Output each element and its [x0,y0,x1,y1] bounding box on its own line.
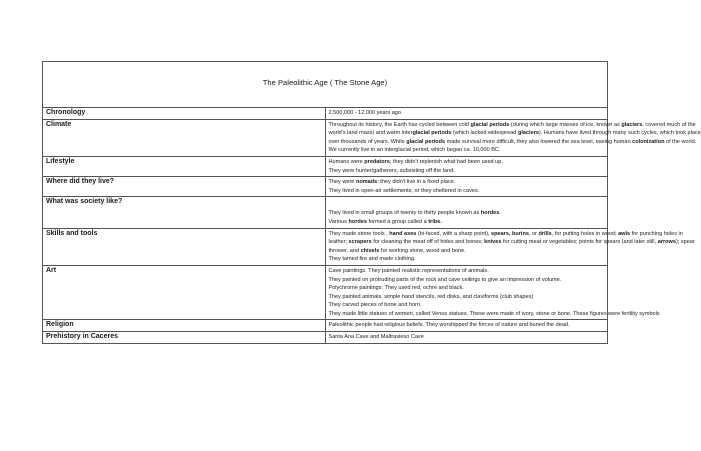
content-line: They lived in open-air settlements, or they sheltered in caves. [328,187,480,194]
row-label-religion: Religion [43,320,326,332]
table-title: The Paleolithic Age ( The Stone Age) [43,62,608,108]
table-row [43,320,608,332]
row-label-climate: Climate [43,119,326,156]
content-line: They carved pieces of bone and horn. [328,302,422,309]
row-content-climate [325,119,701,156]
row-content-where-did-they-live [325,177,608,197]
content-line: 2,500,000 - 12,000 years ago [328,110,401,116]
table-row [43,156,608,176]
content-line: They painted on protruding parts of the rock and cave ceilings to give an impression of volume. [328,276,562,283]
row-label-chronology: Chronology [43,108,326,120]
content-line: They made stone tools , hand axes (bi-faced, with a sharp point), spears, burins, or drills, for putting holes in wood; awls for punching holes in [328,230,683,237]
row-content-religion [325,320,608,332]
paleolithic-table [42,61,701,344]
content-line: They tamed fire and made clothing. [328,256,416,263]
content-line: Humans were predators; they didn't replenish what had been used up. [328,158,503,165]
table-row [43,265,608,320]
row-label-lifestyle: Lifestyle [43,156,326,176]
row-content-society [325,197,608,228]
content-line: Paleolithic people had religious beliefs. They worshipped the forces of nature and buried the dead. [328,322,570,329]
row-label-art: Art [43,265,326,320]
row-content-lifestyle [325,156,608,176]
row-label-where-did-they-live: Where did they live? [43,177,326,197]
content-line: We currently live in an interglacial period, which began ca. 10,000 BC. [328,147,501,154]
paleolithic-table-sheet [42,61,701,344]
table-row [43,228,608,265]
table-row [43,119,608,156]
content-line: They made little statues of women, called Venus statues. These were made of ivory, stone or bone. These figures were fertility symbols [328,310,660,317]
table-row [43,197,608,228]
content-line: world's land mass) and warm interglacial periods (which lacked widespread glaciers). Humans have lived through many such cycles, which took place [328,130,701,137]
row-content-art [325,265,660,320]
table-row [43,108,608,120]
content-line: They were nomads: they didn't live in a fixed place. [328,179,456,186]
table-row [43,177,608,197]
content-line: thrower, and chisels for working stone, wood and bone. [328,247,466,254]
row-label-skills-and-tools: Skills and tools [43,228,326,265]
content-line: They were hunter/gatherers, subsisting off the land. [328,167,455,174]
title-row [43,62,608,108]
table-row [43,332,608,344]
content-line: Santa Ana Cave and Maltravieso Cave [328,334,424,341]
row-label-society: What was society like? [43,197,326,228]
content-line: over thousands of years. While glacial periods made survival more difficult, they also lowered the sea level, easing human colonization of the world. [328,138,697,145]
content-line: Polychrome paintings: They used red, ochre and black. [328,285,464,292]
content-line: Various hordes formed a group called a tribe. [328,218,442,225]
content-line: They lived in small groups of twenty to thirty people known as hordes. [328,210,501,217]
content-line: They painted animals, simple hand stencils, red disks, and claviforms (club shapes) [328,293,534,300]
content-line: Throughout its history, the Earth has cycled between cold glacial periods (during which large masses of ice, known as glaciers, covered much of the [328,121,696,128]
row-content-prehistory-in-caceres [325,332,608,344]
row-label-prehistory-in-caceres: Prehistory in Caceres [43,332,326,344]
row-content-chronology [325,108,608,120]
content-line: leather; scrapers for cleaning the meat off of hides and bones; knives for cutting meat or vegetables; points for spears (and later still, arrows); spear [328,239,695,246]
row-content-skills-and-tools [325,228,695,265]
content-line: Cave paintings. They painted realistic representations of animals. [328,267,489,274]
